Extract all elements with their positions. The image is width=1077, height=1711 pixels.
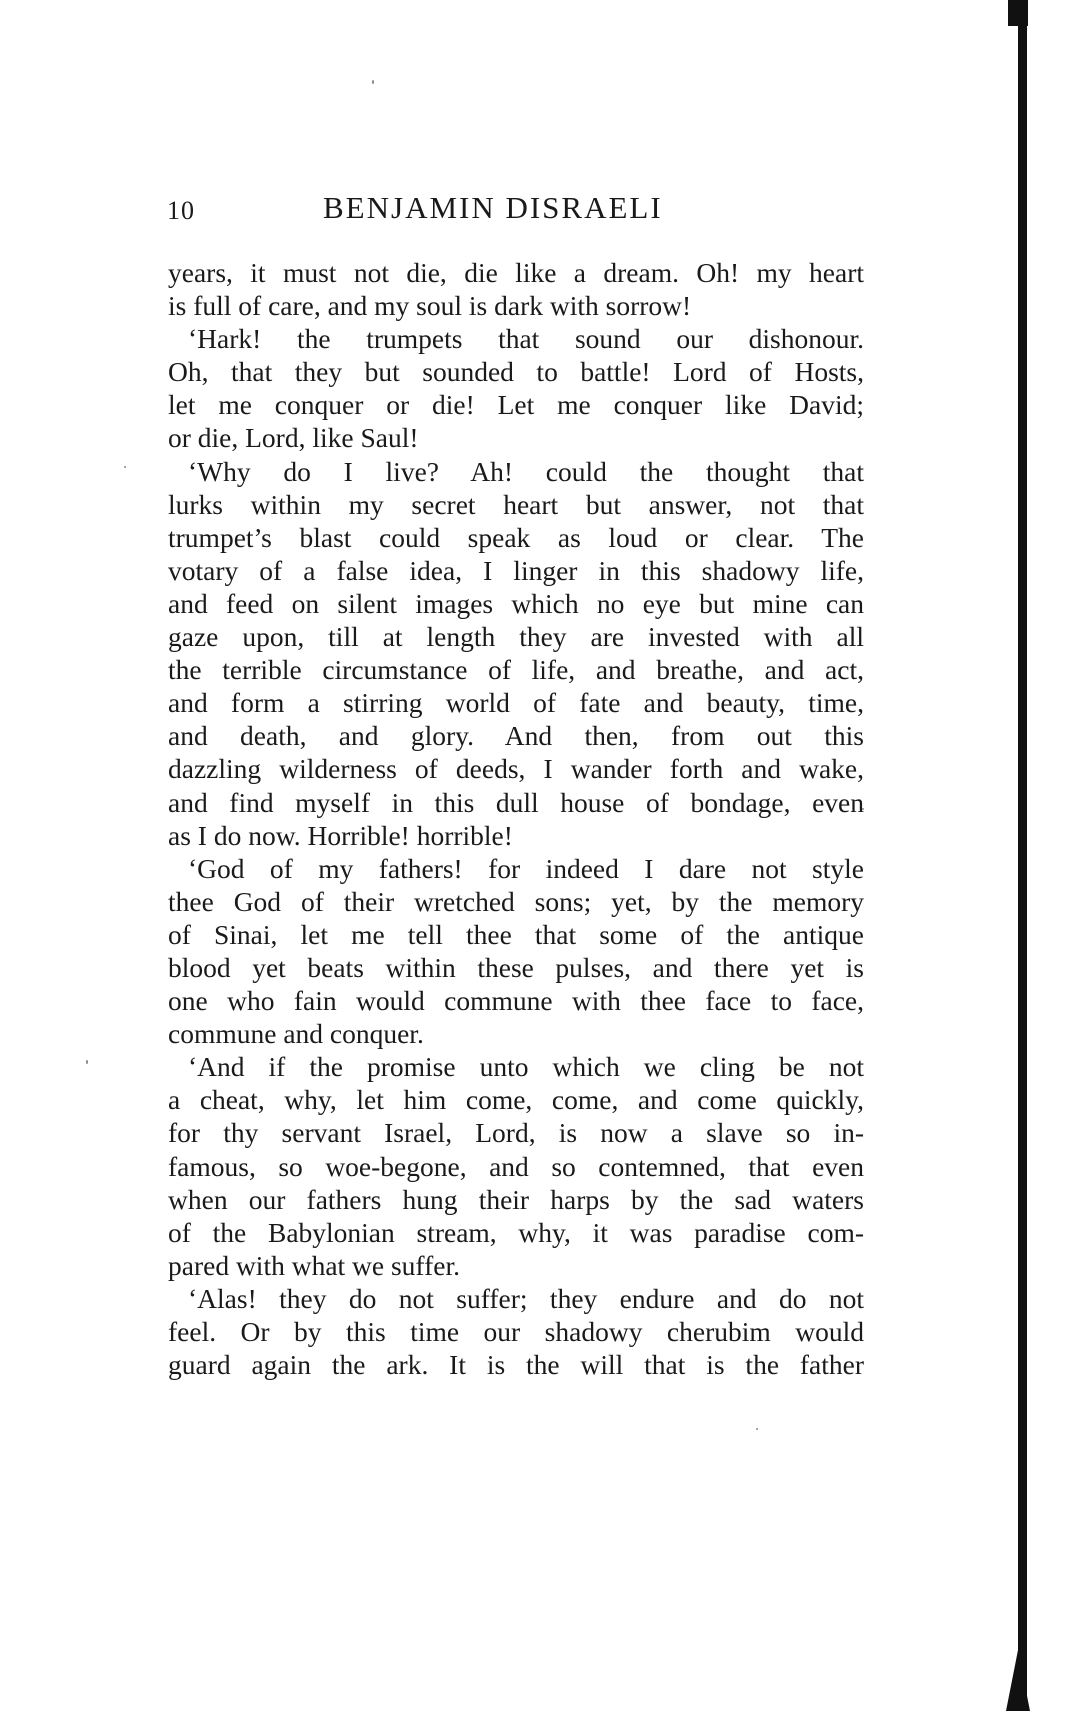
text-line: votary of a false idea, I linger in this shadowy life, (168, 554, 864, 586)
text-line: the terrible circumstance of life, and breathe, and act, (168, 654, 864, 686)
text-line: feel. Or by this time our shadowy cherubim would (168, 1316, 864, 1347)
book-binding-foot (1006, 1650, 1030, 1711)
text-line: and find myself in this dull house of bondage, even (168, 786, 864, 818)
text-line: blood yet beats within these pulses, and there yet is (168, 951, 864, 983)
text-line: dazzling wilderness of deeds, I wander forth and wake, (168, 753, 864, 785)
text-line: a cheat, why, let him come, come, and come quickly, (168, 1084, 864, 1116)
text-line: thee God of their wretched sons; yet, by the memory (168, 885, 864, 917)
body-text (168, 256, 864, 1381)
text-line: is full of care, and my soul is dark with sorrow! (168, 290, 692, 322)
running-head: BENJAMIN DISRAELI (323, 190, 663, 225)
text-line: for thy servant Israel, Lord, is now a slave so in- (168, 1117, 864, 1149)
paper-speck (756, 1428, 758, 1430)
paper-speck (372, 80, 374, 84)
text-line: years, it must not die, die like a dream. Oh! my heart (168, 257, 864, 288)
paper-speck (124, 466, 126, 468)
text-line: commune and conquer. (168, 1018, 424, 1050)
text-line: let me conquer or die! Let me conquer like David; (168, 389, 864, 421)
text-line: one who fain would commune with thee face to face, (168, 985, 864, 1017)
text-line: and death, and glory. And then, from out this (168, 720, 864, 752)
text-line: ‘God of my fathers! for indeed I dare not style (188, 852, 864, 884)
paper-speck (86, 1060, 88, 1064)
text-line: trumpet’s blast could speak as loud or clear. The (168, 521, 864, 553)
text-line: and feed on silent images which no eye but mine can (168, 587, 864, 619)
book-binding-edge (1018, 0, 1027, 1711)
text-line: pared with what we suffer. (168, 1249, 460, 1281)
text-line: ‘Hark! the trumpets that sound our dishonour. (188, 323, 864, 355)
text-line: ‘Why do I live? Ah! could the thought that (188, 455, 864, 487)
text-line: ‘And if the promise unto which we cling be not (188, 1051, 864, 1083)
text-line: lurks within my secret heart but answer, not that (168, 488, 864, 520)
text-line: guard again the ark. It is the will that is the father (168, 1349, 864, 1381)
text-line: as I do now. Horrible! horrible! (168, 819, 513, 851)
text-line: gaze upon, till at length they are invested with all (168, 621, 864, 653)
text-line: ‘Alas! they do not suffer; they endure and do not (188, 1282, 864, 1314)
text-line: when our fathers hung their harps by the sad waters (168, 1183, 864, 1215)
text-line: and form a stirring world of fate and beauty, time, (168, 687, 864, 719)
text-line: of Sinai, let me tell thee that some of the antique (168, 918, 864, 950)
text-line: or die, Lord, like Saul! (168, 422, 419, 454)
text-line: of the Babylonian stream, why, it was paradise com- (168, 1216, 864, 1248)
page-number: 10 (167, 196, 195, 225)
text-line: famous, so woe-begone, and so contemned, that even (168, 1150, 864, 1182)
text-line: Oh, that they but sounded to battle! Lord of Hosts, (168, 356, 864, 388)
